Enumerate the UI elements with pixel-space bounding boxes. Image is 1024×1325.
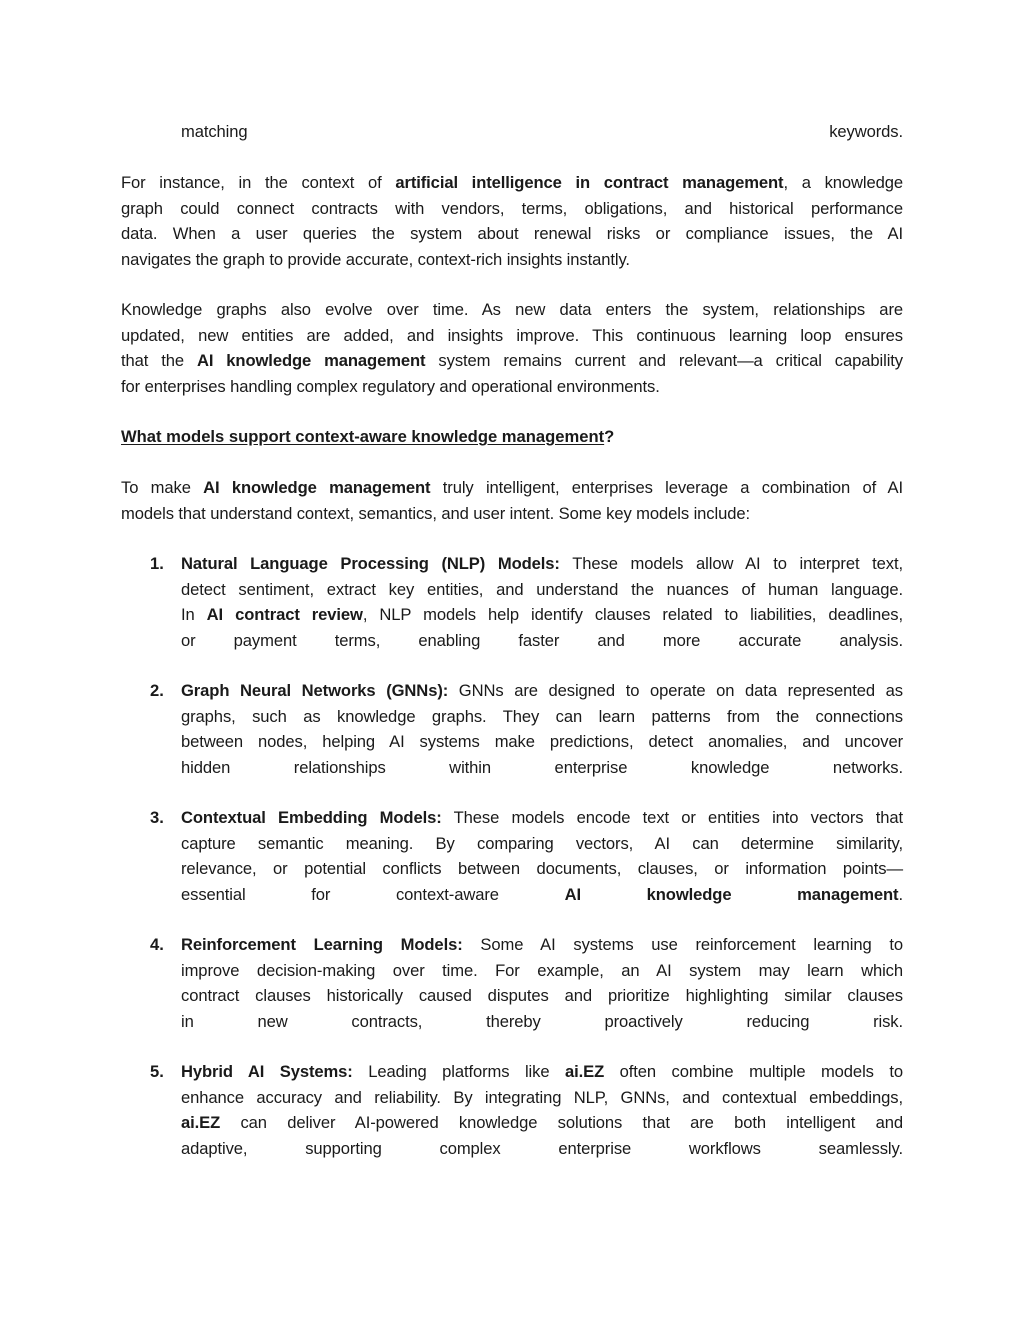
continuation-word: matching [181,122,248,141]
bold-term: AI knowledge management [203,478,431,497]
list-line: in new contracts, thereby proactively reducing risk. [181,1011,903,1031]
list-item-title: Graph Neural Networks (GNNs): [181,681,449,700]
list-number: 2. [150,681,164,700]
list-item-title: Reinforcement Learning Models: [181,935,463,954]
list-line: graphs, such as knowledge graphs. They can learn patterns from the connections [181,706,903,726]
text-run: Some AI systems use reinforcement learning to [462,935,903,954]
list-number: 4. [150,935,164,954]
text-run: To make [121,478,204,497]
text-run: Leading platforms like [352,1062,565,1081]
list-line [181,1110,903,1135]
list-line [181,678,903,703]
list-line [181,551,903,576]
paragraph-line: for enterprises handling complex regulatory and operational environments. [121,376,660,396]
list-line: enhance accuracy and reliability. By integrating NLP, GNNs, and contextual embeddings, [181,1087,903,1107]
heading-suffix: ? [604,427,615,446]
list-line [181,932,903,957]
paragraph-line: Knowledge graphs also evolve over time. As new data enters the system, relationships are [121,300,903,319]
continuation-line [181,119,903,144]
text-run: that the [121,351,197,370]
bold-term: AI contract review [206,605,363,624]
text-run: . [898,884,903,904]
continuation-word: keywords. [829,122,903,141]
list-number: 5. [150,1062,164,1081]
paragraph-line: data. When a user queries the system about renewal risks or compliance issues, the AI [121,224,903,243]
bold-term: AI knowledge management [564,884,899,904]
paragraph-line: updated, new entities are added, and insights improve. This continuous learning loop ensures [121,325,903,345]
list-line [181,602,903,627]
list-line: between nodes, helping AI systems make predictions, detect anomalies, and uncover [181,732,903,751]
list-line: or payment terms, enabling faster and more accurate analysis. [181,630,903,650]
list-line: contract clauses historically caused disputes and prioritize highlighting similar clauses [181,986,903,1005]
paragraph-line: graph could connect contracts with vendors, terms, obligations, and historical performance [121,198,903,218]
list-item-title: Hybrid AI Systems: [181,1062,353,1081]
list-line [181,1059,903,1084]
paragraph-line: navigates the graph to provide accurate, context-rich insights instantly. [121,249,630,269]
text-run: , a knowledge [783,173,904,192]
brand-name: ai.EZ [564,1062,605,1081]
text-run: system remains current and relevant—a critical capability [425,351,903,370]
text-run: These models encode text or entities into vectors that [441,808,903,827]
list-line [181,805,903,830]
text-run: , NLP models help identify clauses related to liabilities, deadlines, [362,605,903,624]
text-run: essential for context-aware [181,884,565,904]
paragraph-line [121,348,903,373]
list-line: relevance, or potential conflicts between documents, clauses, or information points— [181,859,903,878]
list-item-title: Contextual Embedding Models: [181,808,442,827]
list-line: hidden relationships within enterprise knowledge networks. [181,757,903,777]
text-run: can deliver AI-powered knowledge solutions that are both intelligent and [220,1113,903,1132]
section-heading [121,424,614,449]
text-run: truly intelligent, enterprises leverage a combination of AI [430,478,903,497]
list-line: adaptive, supporting complex enterprise workflows seamlessly. [181,1138,903,1158]
list-number: 3. [150,808,164,827]
text-run: For instance, in the context of [121,173,396,192]
list-line: capture semantic meaning. By comparing vectors, AI can determine similarity, [181,833,903,853]
text-run: often combine multiple models to [604,1062,903,1081]
brand-name: ai.EZ [181,1113,221,1132]
text-run: In [181,605,207,624]
paragraph-line [121,170,903,195]
paragraph-line: models that understand context, semantics, and user intent. Some key models include: [121,503,750,523]
text-run: GNNs are designed to operate on data represented as [448,681,903,700]
list-line: detect sentiment, extract key entities, and understand the nuances of human language. [181,579,903,599]
list-line [181,882,903,907]
text-run: These models allow AI to interpret text, [559,554,904,573]
bold-term: artificial intelligence in contract management [395,173,784,192]
list-item-title: Natural Language Processing (NLP) Models: [181,554,560,573]
heading-text: What models support context-aware knowledge management [121,427,605,446]
bold-term: AI knowledge management [196,351,426,370]
list-line: improve decision-making over time. For example, an AI system may learn which [181,960,903,980]
list-number: 1. [150,554,164,573]
paragraph-line [121,475,903,500]
